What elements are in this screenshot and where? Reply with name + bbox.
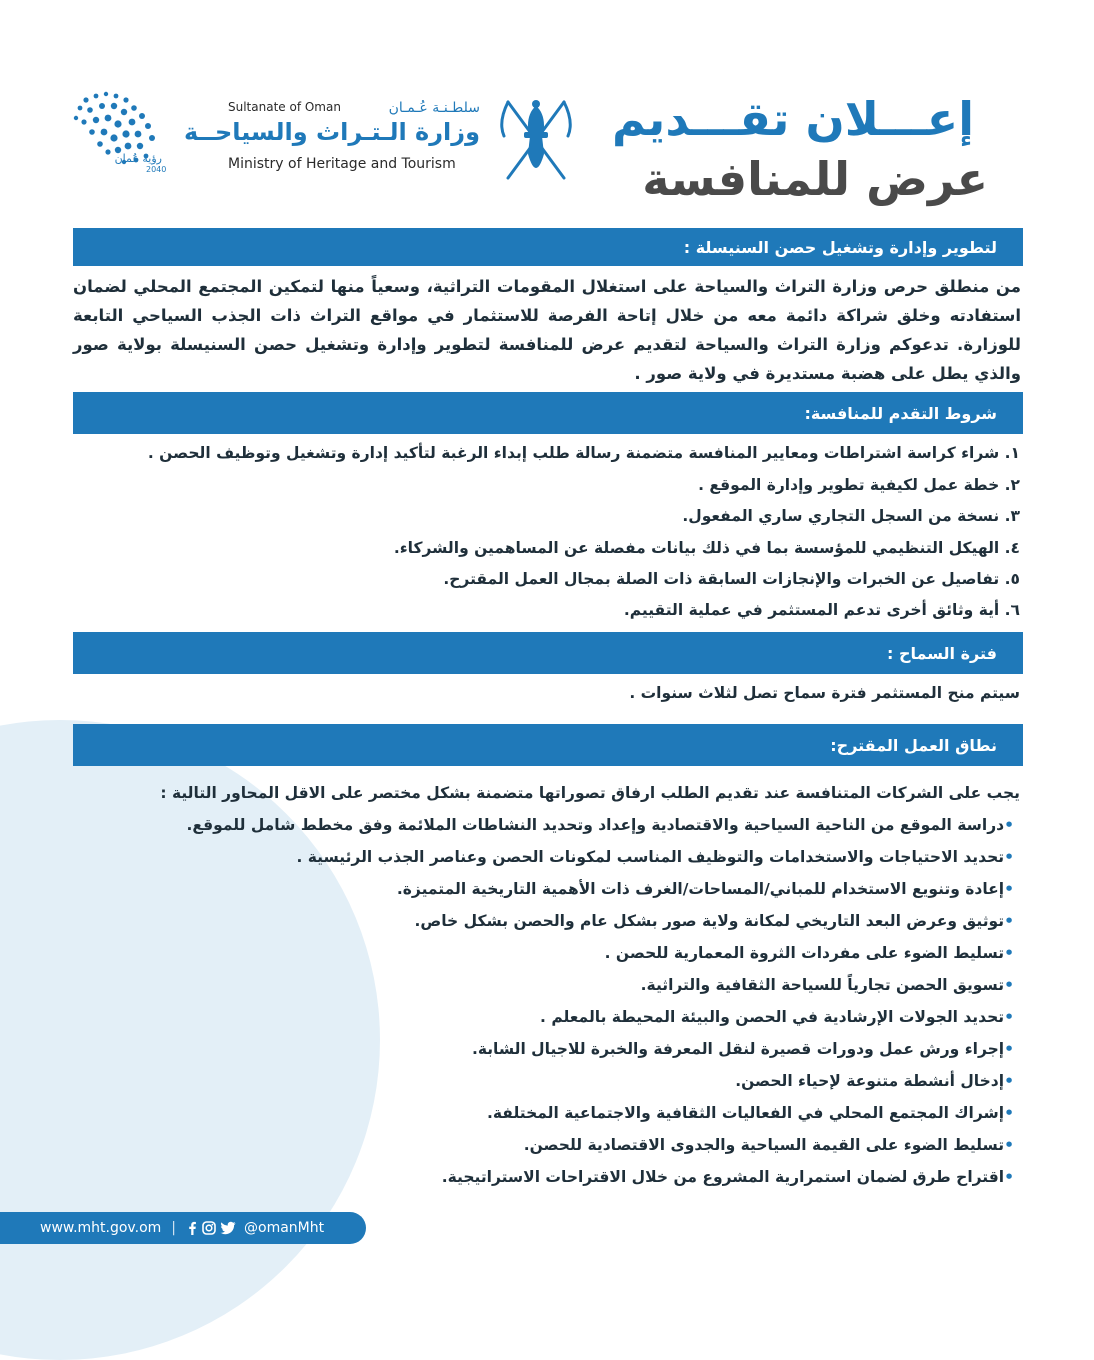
scope-item: •دراسة الموقع من الناحية السياحية والاقتصادية وإعداد وتحديد النشاطات الملائمة وفق مخطط شامل للموقع. bbox=[186, 816, 1014, 834]
grace-heading-bar bbox=[73, 632, 1023, 674]
condition-item: ١. شراء كراسة اشتراطات ومعايير المنافسة متضمنة رسالة طلب إبداء الرغبة لتأكيد إدارة وتشغيل وتوظيف الحصن . bbox=[147, 444, 1020, 462]
footer-divider: | bbox=[171, 1220, 176, 1236]
scope-item: •إشراك المجتمع المحلي في الفعاليات الثقافية والاجتماعية المختلفة. bbox=[487, 1104, 1014, 1122]
twitter-icon[interactable] bbox=[220, 1221, 236, 1235]
instagram-icon[interactable] bbox=[202, 1221, 216, 1235]
scope-item: •تسويق الحصن تجارياً للسياحة الثقافية والتراثية. bbox=[640, 976, 1014, 994]
scope-intro: يجب على الشركات المتنافسة عند تقديم الطلب ارفاق تصوراتها متضمنة بشكل مختصر على الاقل المحاور التالية : bbox=[160, 784, 1020, 802]
facebook-icon[interactable] bbox=[186, 1221, 198, 1235]
scope-item: •تحديد الجولات الإرشادية في الحصن والبيئة المحيطة بالمعلم . bbox=[540, 1008, 1014, 1026]
scope-heading: نطاق العمل المقترح: bbox=[830, 735, 997, 755]
intro-paragraph: من منطلق حرص وزارة التراث والسياحة على استغلال المقومات التراثية، وسعياً منها لتمكين المجتمع المحلي لضمان استفادته وخلق شراكة دائمة معه من خلال إتاحة الفرصة للاستثمار في مواقع التراث ذات الجذب السياحي التابعة للوزارة. تدعوكم وزارة التراث والسياحة لتقديم عرض للمنافسة لتطوير وإدارة وتشغيل حصن السنيسلة بولاية صور والذي يطل على هضبة مستديرة في ولاية صور . bbox=[73, 277, 1021, 383]
conditions-heading-bar bbox=[73, 392, 1023, 434]
scope-item: •توثيق وعرض البعد التاريخي لمكانة ولاية صور بشكل عام والحصن بشكل خاص. bbox=[414, 912, 1014, 930]
scope-item: •تحديد الاحتياجات والاستخدامات والتوظيف المناسب لمكونات الحصن وعناصر الجذب الرئيسية . bbox=[296, 848, 1014, 866]
conditions-heading: شروط التقدم للمنافسة: bbox=[804, 403, 997, 423]
grace-heading: فترة السماح : bbox=[887, 643, 997, 663]
website-link[interactable]: www.mht.gov.om bbox=[40, 1220, 162, 1236]
intro-heading: لتطوير وإدارة وتشغيل حصن السنيسلة : bbox=[683, 237, 997, 257]
scope-item: •اقتراح طرق لضمان استمرارية المشروع من خلال الاقتراحات الاستراتيجية. bbox=[441, 1168, 1014, 1186]
scope-item: •تسليط الضوء على القيمة السياحية والجدوى الاقتصادية للحصن. bbox=[523, 1136, 1014, 1154]
condition-item: ٥. تفاصيل عن الخبرات والإنجازات السابقة ذات الصلة بمجال العمل المقترح. bbox=[443, 570, 1020, 588]
oman-vision-2040-logo bbox=[66, 86, 196, 182]
scope-item: •إجراء ورش عمل ودورات قصيرة لنقل المعرفة والخبرة للاجيال الشابة. bbox=[471, 1040, 1014, 1058]
grace-text: سيتم منح المستثمر فترة سماح تصل لثلاث سنوات . bbox=[629, 684, 1020, 702]
footer-bar bbox=[0, 1212, 366, 1244]
scope-item: •إعادة وتنويع الاستخدام للمباني/المساحات/الغرف ذات الأهمية التاريخية المتميزة. bbox=[396, 880, 1014, 898]
social-icons bbox=[186, 1221, 236, 1235]
sultanate-en: Sultanate of Oman bbox=[228, 100, 341, 114]
condition-item: ٦. أية وثائق أخرى تدعم المستثمر في عملية التقييم. bbox=[623, 601, 1020, 619]
sultanate-ar: سلطـنـة عُـمـان bbox=[388, 100, 480, 116]
oman-emblem-icon bbox=[494, 92, 578, 188]
announcement-title: إعـــلان تقـــديم bbox=[611, 92, 974, 146]
announcement-subtitle: عرض للمنافسة bbox=[642, 152, 988, 206]
ministry-name-en: Ministry of Heritage and Tourism bbox=[228, 156, 456, 172]
ministry-name-ar: وزارة الـتـراث والسياحــة bbox=[183, 118, 480, 146]
ministry-logo bbox=[183, 100, 488, 190]
intro-heading-bar bbox=[73, 228, 1023, 266]
condition-item: ٣. نسخة من السجل التجاري ساري المفعول. bbox=[682, 507, 1020, 525]
vision-year: 2040 bbox=[146, 165, 167, 174]
scope-item: •تسليط الضوء على مفردات الثروة المعمارية للحصن . bbox=[604, 944, 1014, 962]
scope-heading-bar bbox=[73, 724, 1023, 766]
condition-item: ٢. خطة عمل لكيفية تطوير وإدارة الموقع . bbox=[698, 476, 1020, 494]
vision-text: رؤية عُمان bbox=[114, 152, 162, 165]
scope-item: •إدخال أنشطة متنوعة لإحياء الحصن. bbox=[735, 1072, 1014, 1090]
condition-item: ٤. الهيكل التنظيمي للمؤسسة بما في ذلك بيانات مفصلة عن المساهمين والشركاء. bbox=[393, 539, 1020, 557]
social-handle[interactable]: @omanMht bbox=[244, 1220, 325, 1236]
